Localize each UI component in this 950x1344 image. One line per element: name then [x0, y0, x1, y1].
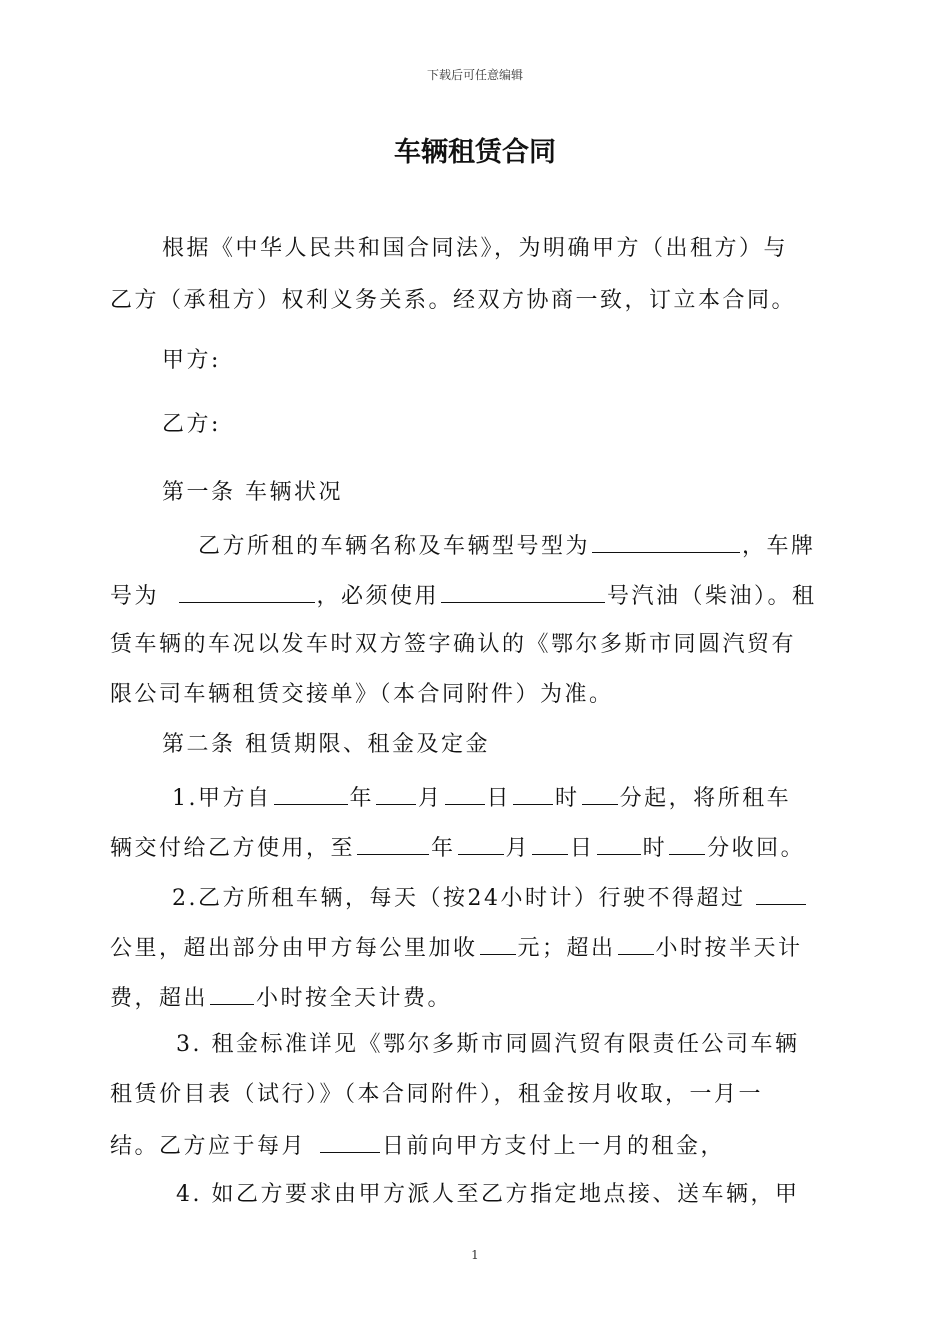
p1-text-e: 时 [555, 786, 580, 811]
start-hour-blank [513, 782, 553, 805]
header-note: 下载后可任意编辑 [426, 68, 523, 82]
article-2-heading: 第二条 租赁期限、租金及定金 [162, 732, 490, 757]
p1-text-g: 辆交付给乙方使用，至 [110, 836, 356, 861]
end-year-blank [357, 832, 429, 855]
end-month-blank [458, 832, 504, 855]
page-number: 1 [471, 1248, 479, 1262]
party-a-label: 甲方: [162, 348, 221, 373]
article-1-line-1 [110, 530, 928, 562]
p1-text-d: 日 [486, 786, 512, 811]
vehicle-model-blank [592, 530, 740, 553]
full-day-hours-blank [210, 982, 254, 1005]
p1-text-h: 年 [431, 836, 456, 861]
end-minute-blank [669, 832, 705, 855]
p1-text-k: 时 [642, 836, 668, 861]
plate-number-blank [179, 580, 315, 603]
article-1-text-a: 乙方所租的车辆名称及车辆型号型为 [198, 534, 591, 559]
p2-text-c: 元；超出 [517, 936, 616, 961]
p2-text-a: 2.乙方所租车辆，每天（按24小时计）行驶不得超过 [172, 886, 746, 911]
half-day-hours-blank [618, 932, 654, 955]
p1-text-a: 1.甲方自 [172, 786, 272, 811]
p3-text-b: 日前向甲方支付上一月的租金， [382, 1134, 726, 1159]
article-1-line-3: 赁车辆的车况以发车时双方签字确认的《鄂尔多斯市同圆汽贸有 [110, 632, 797, 657]
p2-text-d: 小时按半天计 [655, 936, 803, 961]
start-day-blank [445, 782, 485, 805]
end-hour-blank [597, 832, 641, 855]
start-minute-blank [582, 782, 618, 805]
intro-line-1: 根据《中华人民共和国合同法》，为明确甲方（出租方）与 [162, 236, 789, 261]
article-2-p1-line-1 [110, 782, 902, 814]
end-day-blank [532, 832, 568, 855]
article-2-p2-line-2 [110, 932, 840, 964]
p1-text-i: 月 [505, 836, 531, 861]
p1-text-c: 月 [418, 786, 443, 811]
start-month-blank [376, 782, 416, 805]
per-km-charge-blank [480, 932, 516, 955]
article-2-p3-line-3 [110, 1130, 840, 1162]
article-2-p3-line-1: 3. 租金标准详见《鄂尔多斯市同圆汽贸有限责任公司车辆 [176, 1032, 800, 1057]
party-b-label: 乙方: [162, 412, 221, 437]
start-year-blank [274, 782, 348, 805]
article-1-text-c: 号为 [110, 584, 160, 609]
fuel-grade-blank [441, 580, 605, 603]
p3-text-a: 结。乙方应于每月 [110, 1134, 307, 1159]
article-2-p1-line-2 [110, 832, 840, 864]
article-1-text-b: ，车牌 [742, 534, 816, 559]
p1-text-f: 分起，将所租车 [619, 786, 792, 811]
article-2-p3-line-2: 租赁价目表（试行）》（本合同附件），租金按月收取，一月一 [110, 1082, 764, 1107]
intro-line-2: 乙方（承租方）权利义务关系。经双方协商一致，订立本合同。 [110, 288, 797, 313]
p1-text-b: 年 [349, 786, 375, 811]
article-1-line-2 [110, 580, 840, 612]
p1-text-j: 日 [570, 836, 595, 861]
article-2-p2-line-3 [110, 982, 840, 1014]
daily-km-limit-blank [756, 882, 806, 905]
article-1-heading: 第一条 车辆状况 [162, 480, 343, 505]
p1-text-l: 分收回。 [707, 836, 806, 861]
article-2-p2-line-1 [110, 882, 902, 914]
p2-text-e: 费，超出 [110, 986, 209, 1011]
article-1-text-d: ，必须使用 [316, 584, 440, 609]
payment-day-blank [320, 1130, 380, 1153]
article-1-line-4: 限公司车辆租赁交接单》（本合同附件）为准。 [110, 682, 614, 707]
article-2-p4-line-1: 4. 如乙方要求由甲方派人至乙方指定地点接、送车辆，甲 [176, 1182, 800, 1207]
article-1-text-e: 号汽油（柴油）。租 [607, 584, 817, 609]
p2-text-b: 公里，超出部分由甲方每公里加收 [110, 936, 478, 961]
p2-text-f: 小时按全天计费。 [256, 986, 453, 1011]
document-title: 车辆租赁合同 [394, 137, 556, 168]
